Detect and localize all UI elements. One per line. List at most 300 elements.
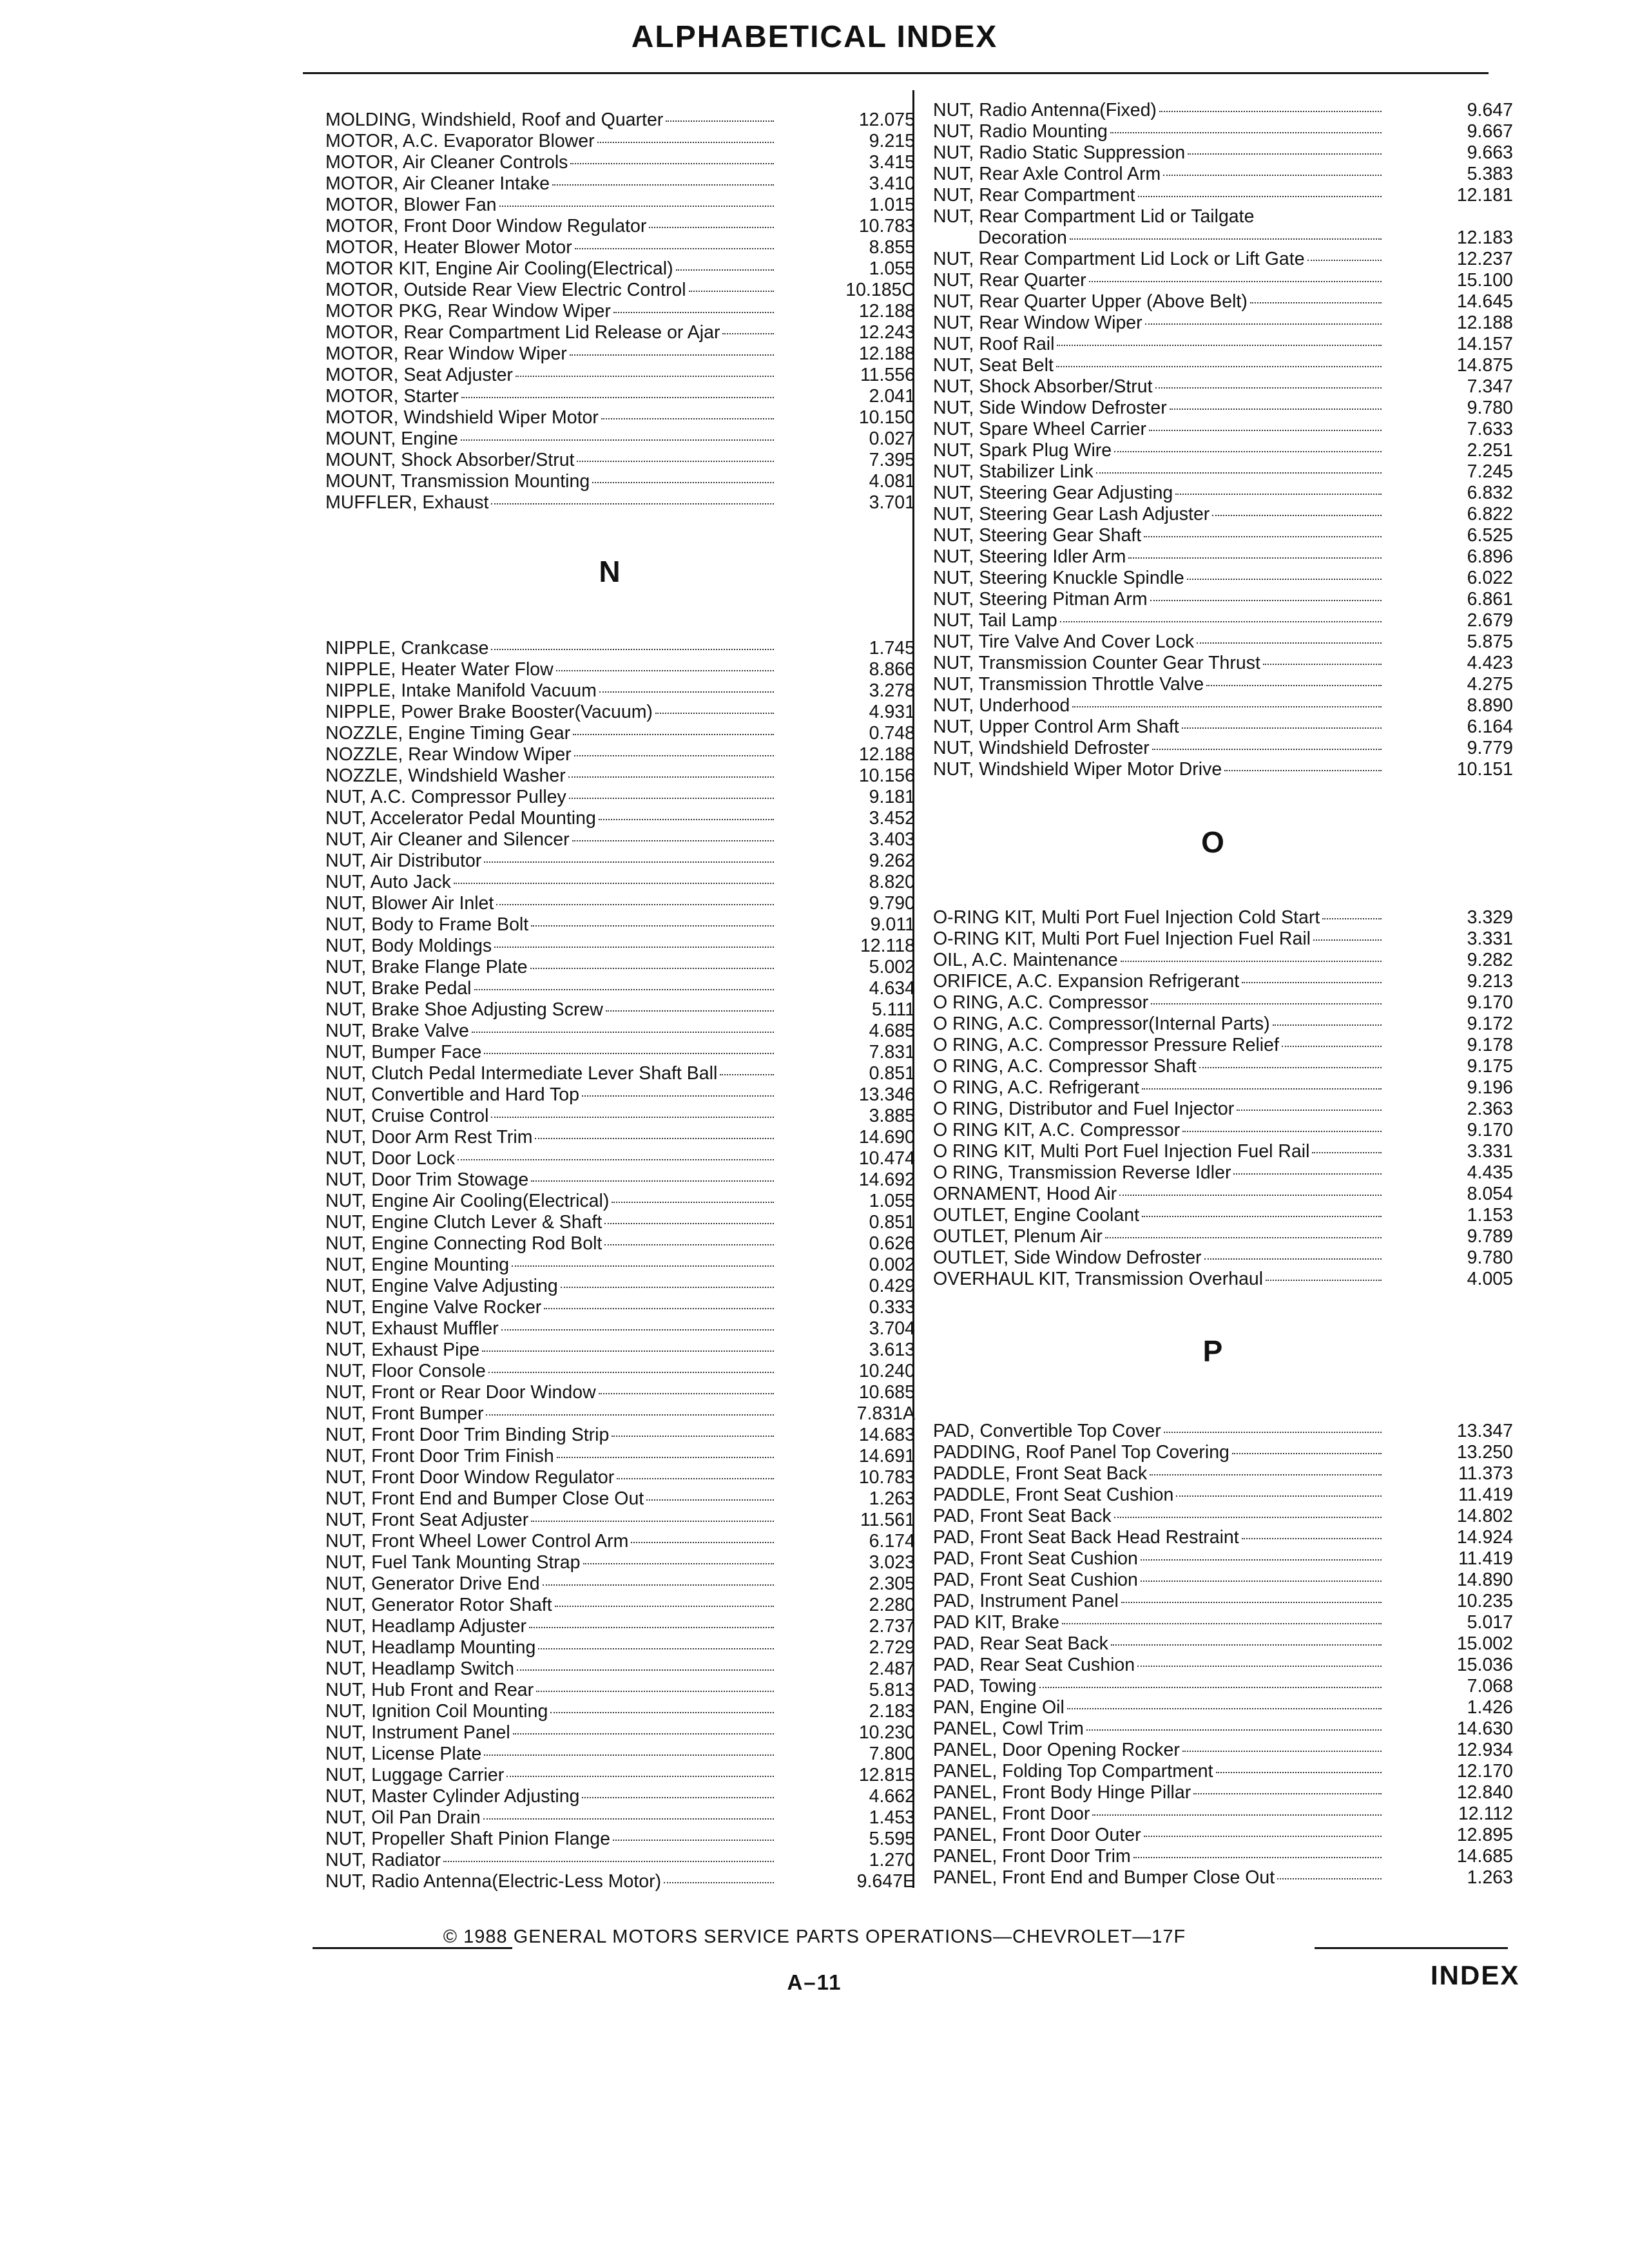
dot-leader	[556, 670, 774, 671]
dot-leader	[1307, 260, 1382, 261]
index-entry	[325, 914, 915, 936]
index-entry	[933, 185, 1513, 206]
entry-page: 11.561	[860, 1510, 915, 1530]
dot-leader	[1144, 1836, 1382, 1837]
entry-name: NUT, Bumper Face	[325, 1042, 482, 1062]
entry-page: 14.157	[1456, 334, 1513, 354]
entry-name: NUT, Tail Lamp	[933, 610, 1057, 631]
entry-name: PANEL, Door Opening Rocker	[933, 1740, 1180, 1760]
index-entry	[325, 450, 915, 471]
entry-name: O RING, A.C. Compressor	[933, 992, 1149, 1013]
index-entry	[325, 829, 915, 850]
entry-name: NUT, Exhaust Pipe	[325, 1340, 480, 1360]
entry-page: 15.100	[1456, 270, 1513, 291]
entry-page: 6.832	[1467, 483, 1513, 503]
entry-name: MOTOR, A.C. Evaporator Blower	[325, 131, 595, 151]
index-entry	[325, 1871, 915, 1892]
dot-leader	[499, 206, 774, 207]
entry-page: 9.282	[1467, 950, 1513, 970]
dot-leader	[530, 968, 774, 969]
entry-name: NUT, Convertible and Hard Top	[325, 1084, 579, 1105]
entry-page: 7.831	[869, 1042, 915, 1062]
index-entry	[933, 504, 1513, 525]
entry-name: PAD, Front Seat Back Head Restraint	[933, 1527, 1239, 1548]
dot-leader	[572, 840, 774, 841]
entry-page: 0.851	[869, 1063, 915, 1084]
entry-page: 4.081	[869, 471, 915, 492]
entry-page: 7.800	[869, 1744, 915, 1764]
entry-name: MOTOR, Starter	[325, 386, 459, 407]
index-entry	[933, 992, 1513, 1014]
entry-name: NUT, Brake Valve	[325, 1021, 469, 1041]
dot-leader	[1144, 536, 1382, 537]
entry-name: NUT, Door Lock	[325, 1148, 456, 1169]
index-entry	[325, 1637, 915, 1658]
dot-leader	[655, 713, 774, 714]
entry-page: 4.662	[869, 1786, 915, 1807]
index-entry	[933, 610, 1513, 631]
index-entry	[933, 1655, 1513, 1676]
entry-name: NUT, Front Bumper	[325, 1403, 484, 1424]
entry-page: 0.002	[869, 1254, 915, 1275]
index-entry	[325, 195, 915, 216]
dot-leader	[1232, 1453, 1382, 1454]
entry-page: 4.634	[869, 978, 915, 999]
entry-page: 6.164	[1467, 716, 1513, 737]
dot-leader	[1092, 1814, 1382, 1816]
dot-leader	[1141, 1559, 1382, 1561]
entry-name: O RING KIT, Multi Port Fuel Injection Fuel Rail	[933, 1141, 1310, 1162]
entry-name: MOTOR, Windshield Wiper Motor	[325, 407, 599, 428]
entry-page: 10.156	[858, 765, 915, 786]
index-entry	[933, 1269, 1513, 1290]
index-entry	[325, 659, 915, 680]
index-entry	[325, 999, 915, 1021]
entry-page: 5.017	[1467, 1612, 1513, 1633]
dot-leader	[1057, 345, 1382, 346]
entry-page: 6.896	[1467, 546, 1513, 567]
dot-leader	[1182, 1751, 1382, 1752]
entry-page: 8.890	[1467, 695, 1513, 716]
entry-page: 10.474	[858, 1148, 915, 1169]
entry-page: 6.022	[1467, 568, 1513, 588]
dot-leader	[649, 227, 774, 228]
entry-name: NUT, Windshield Defroster	[933, 738, 1150, 758]
dot-leader	[529, 1627, 774, 1628]
entry-name: NUT, Hub Front and Rear	[325, 1680, 534, 1700]
index-entry	[325, 1403, 915, 1425]
entry-page: 10.240	[858, 1361, 915, 1381]
dot-leader	[575, 248, 774, 249]
dot-leader	[568, 776, 774, 778]
entry-name: NUT, Propeller Shaft Pinion Flange	[325, 1829, 610, 1849]
entry-name: NIPPLE, Power Brake Booster(Vacuum)	[325, 702, 653, 722]
entry-name: OUTLET, Plenum Air	[933, 1226, 1103, 1247]
entry-page: 0.851	[869, 1212, 915, 1233]
dot-leader	[1237, 1110, 1382, 1111]
index-entry	[933, 1548, 1513, 1570]
entry-page: 2.679	[1467, 610, 1513, 631]
entry-name: O RING, A.C. Compressor Shaft	[933, 1056, 1197, 1077]
entry-name: OIL, A.C. Maintenance	[933, 950, 1118, 970]
entry-page: 1.055	[869, 258, 915, 279]
entry-page: 12.243	[858, 322, 915, 343]
entry-page: 1.426	[1467, 1697, 1513, 1718]
entry-page: 9.647E	[856, 1871, 915, 1892]
entry-page: 12.895	[1456, 1825, 1513, 1845]
title-rule	[303, 72, 1489, 74]
entry-page: 9.789	[1467, 1226, 1513, 1247]
index-entry	[325, 1084, 915, 1106]
entry-name: O RING, A.C. Compressor(Internal Parts)	[933, 1014, 1270, 1034]
dot-leader	[491, 1117, 774, 1118]
entry-page: 12.118	[860, 936, 915, 956]
index-entry	[325, 978, 915, 999]
dot-leader	[666, 120, 774, 122]
dot-leader	[1273, 1024, 1382, 1026]
entry-name: NUT, Engine Connecting Rod Bolt	[325, 1233, 602, 1254]
dot-leader	[1141, 1581, 1382, 1582]
entry-name: MOTOR, Heater Blower Motor	[325, 237, 572, 258]
entry-name: O RING, Distributor and Fuel Injector	[933, 1099, 1235, 1119]
entry-name: PANEL, Front End and Bumper Close Out	[933, 1867, 1275, 1888]
entry-page: 2.280	[869, 1595, 915, 1615]
entry-name: NUT, Front Seat Adjuster	[325, 1510, 529, 1530]
dot-leader	[484, 861, 774, 863]
entry-name: NUT, Tire Valve And Cover Lock	[933, 631, 1194, 652]
dot-leader	[1182, 727, 1382, 729]
entry-page: 0.429	[869, 1276, 915, 1296]
dot-leader	[1159, 111, 1382, 112]
entry-page: 11.419	[1458, 1548, 1513, 1569]
entry-page: 3.704	[869, 1318, 915, 1339]
entry-page: 10.230	[858, 1722, 915, 1743]
entry-page: 14.645	[1456, 291, 1513, 312]
dot-leader	[1062, 1623, 1382, 1624]
entry-name: OUTLET, Side Window Defroster	[933, 1247, 1202, 1268]
dot-leader	[1105, 1237, 1382, 1238]
index-entry	[933, 1740, 1513, 1761]
entry-name: NIPPLE, Heater Water Flow	[325, 659, 554, 680]
entry-name: PADDING, Roof Panel Top Covering	[933, 1442, 1229, 1463]
page-number: A–11	[787, 1970, 842, 1994]
index-entry	[325, 428, 915, 450]
entry-page: 0.748	[869, 723, 915, 744]
entry-name: MOTOR, Rear Window Wiper	[325, 343, 567, 364]
index-entry	[325, 407, 915, 428]
index-entry	[933, 461, 1513, 483]
dot-leader	[506, 1776, 774, 1777]
index-entry	[325, 1233, 915, 1254]
entry-page: 9.663	[1467, 142, 1513, 163]
entry-name: NUT, Headlamp Mounting	[325, 1637, 536, 1658]
dot-leader	[555, 1606, 774, 1607]
entry-page: 2.183	[869, 1701, 915, 1722]
dot-leader	[1137, 1666, 1382, 1667]
entry-name: NUT, A.C. Compressor Pulley	[325, 787, 566, 807]
dot-leader	[1138, 196, 1382, 197]
index-entry	[325, 1744, 915, 1765]
index-entry	[325, 1276, 915, 1297]
entry-page: 12.188	[858, 744, 915, 765]
entry-page: 4.423	[1467, 653, 1513, 673]
entry-name: NUT, Fuel Tank Mounting Strap	[325, 1552, 581, 1573]
entry-page: 11.556	[860, 365, 915, 385]
entry-name-continued: Decoration	[978, 227, 1067, 248]
entry-page: 12.237	[1456, 249, 1513, 269]
index-entry	[933, 568, 1513, 589]
dot-leader	[536, 1691, 774, 1692]
entry-name: NUT, Underhood	[933, 695, 1070, 716]
entry-page: 1.153	[1467, 1205, 1513, 1225]
index-entry	[933, 1077, 1513, 1099]
index-entry	[325, 216, 915, 237]
index-entry	[325, 1169, 915, 1191]
index-entry	[933, 631, 1513, 653]
index-entry	[325, 1658, 915, 1680]
entry-name: MOLDING, Windshield, Roof and Quarter	[325, 110, 664, 130]
entry-name: NUT, Spark Plug Wire	[933, 440, 1112, 461]
entry-page: 3.885	[869, 1106, 915, 1126]
index-entry	[325, 1616, 915, 1637]
entry-name: NUT, Seat Belt	[933, 355, 1054, 376]
entry-name: PANEL, Folding Top Compartment	[933, 1761, 1213, 1782]
index-entry	[933, 1184, 1513, 1205]
entry-name: NUT, Master Cylinder Adjusting	[325, 1786, 580, 1807]
index-entry	[933, 1527, 1513, 1548]
index-entry	[933, 971, 1513, 992]
index-entry	[325, 744, 915, 765]
index-entry	[325, 386, 915, 407]
index-entry	[325, 1531, 915, 1552]
entry-name: NUT, Accelerator Pedal Mounting	[325, 808, 596, 829]
entry-name: NUT, Radiator	[325, 1850, 441, 1870]
entry-page: 13.347	[1456, 1421, 1513, 1441]
entry-name: NUT, Roof Rail	[933, 334, 1055, 354]
entry-page: 1.015	[869, 195, 915, 215]
dot-leader	[583, 1563, 775, 1564]
index-entry	[325, 1127, 915, 1148]
entry-name: NUT, Spare Wheel Carrier	[933, 419, 1147, 439]
entry-name: ORNAMENT, Hood Air	[933, 1184, 1117, 1204]
dot-leader	[1067, 1708, 1382, 1709]
entry-name: MOTOR, Air Cleaner Intake	[325, 173, 550, 194]
dot-leader	[531, 1180, 774, 1182]
entry-page: 12.170	[1456, 1761, 1513, 1782]
dot-leader	[1164, 1432, 1382, 1433]
entry-page: 7.395	[869, 450, 915, 470]
entry-page: 9.215	[869, 131, 915, 151]
dot-leader	[443, 1861, 774, 1862]
index-entry	[933, 695, 1513, 716]
entry-name: O RING, A.C. Refrigerant	[933, 1077, 1139, 1098]
dot-leader	[491, 503, 774, 505]
entry-page: 8.855	[869, 237, 915, 258]
entry-name: NUT, Air Cleaner and Silencer	[325, 829, 570, 850]
dot-leader	[1199, 1067, 1382, 1068]
index-entry	[933, 950, 1513, 971]
index-entry	[325, 1850, 915, 1871]
entry-page: 9.170	[1467, 1120, 1513, 1140]
dot-leader	[513, 1733, 774, 1735]
index-entry	[325, 872, 915, 893]
entry-page: 6.174	[869, 1531, 915, 1552]
entry-page: 9.181	[869, 787, 915, 807]
entry-name: MOTOR PKG, Rear Window Wiper	[325, 301, 611, 322]
dot-leader	[486, 1414, 774, 1416]
entry-name: MOTOR, Front Door Window Regulator	[325, 216, 647, 236]
index-entry	[933, 1205, 1513, 1226]
index-entry	[325, 787, 915, 808]
entry-name: O-RING KIT, Multi Port Fuel Injection Fuel Rail	[933, 928, 1311, 949]
dot-leader	[577, 461, 774, 462]
index-entry	[325, 680, 915, 702]
dot-leader	[592, 482, 774, 483]
entry-page: 10.150	[858, 407, 915, 428]
entry-page: 3.701	[869, 492, 915, 513]
entry-page: 12.934	[1456, 1740, 1513, 1760]
dot-leader	[561, 1287, 774, 1288]
index-entry	[933, 546, 1513, 568]
entry-page: 12.188	[1456, 312, 1513, 333]
index-entry	[325, 1573, 915, 1595]
dot-leader	[484, 1053, 774, 1054]
index-entry	[933, 1442, 1513, 1463]
entry-name: NUT, Exhaust Muffler	[325, 1318, 499, 1339]
dot-leader	[676, 269, 774, 271]
entry-name: NUT, Body Moldings	[325, 936, 492, 956]
entry-page: 9.172	[1467, 1014, 1513, 1034]
entry-page: 8.866	[869, 659, 915, 680]
dot-leader	[1072, 706, 1382, 707]
index-entry	[325, 1552, 915, 1573]
entry-name: MOUNT, Engine	[325, 428, 458, 449]
index-entry	[933, 1463, 1513, 1485]
dot-leader	[1266, 1280, 1382, 1281]
entry-name: NOZZLE, Rear Window Wiper	[325, 744, 572, 765]
entry-page: 14.630	[1456, 1718, 1513, 1739]
entry-page: 3.331	[1467, 1141, 1513, 1162]
entry-name: NUT, Shock Absorber/Strut	[933, 376, 1153, 397]
entry-name: MUFFLER, Exhaust	[325, 492, 489, 513]
entry-page: 7.633	[1467, 419, 1513, 439]
index-label: INDEX	[1431, 1960, 1520, 1990]
entry-name: OUTLET, Engine Coolant	[933, 1205, 1139, 1225]
entry-name: PAD, Front Seat Cushion	[933, 1548, 1138, 1569]
index-entry	[933, 759, 1513, 780]
entry-page: 3.023	[869, 1552, 915, 1573]
entry-page: 14.924	[1456, 1527, 1513, 1548]
entry-page: 10.783	[858, 1467, 915, 1488]
entry-page: 7.068	[1467, 1676, 1513, 1696]
entry-page: 1.453	[869, 1807, 915, 1828]
index-entry	[933, 653, 1513, 674]
entry-name: NUT, Radio Antenna(Fixed)	[933, 100, 1157, 120]
entry-page: 13.250	[1456, 1442, 1513, 1463]
dot-leader	[613, 312, 774, 313]
index-entry	[933, 1120, 1513, 1141]
index-entry	[325, 258, 915, 280]
dot-leader	[531, 925, 774, 927]
dot-leader	[1070, 238, 1382, 240]
dot-leader	[516, 376, 774, 377]
index-entry	[933, 291, 1513, 312]
dot-leader	[1277, 1878, 1382, 1879]
entry-page: 3.403	[869, 829, 915, 850]
entry-name: NUT, Engine Clutch Lever & Shaft	[325, 1212, 602, 1233]
index-entry	[933, 249, 1513, 270]
index-entry	[325, 492, 915, 514]
entry-name: NUT, Instrument Panel	[325, 1722, 510, 1743]
index-entry	[933, 419, 1513, 440]
entry-page: 3.278	[869, 680, 915, 701]
entry-name: PANEL, Front Door	[933, 1803, 1090, 1824]
index-entry	[325, 1382, 915, 1403]
index-entry	[325, 1722, 915, 1744]
entry-name: NUT, Transmission Throttle Valve	[933, 674, 1204, 695]
index-entry	[325, 1042, 915, 1063]
entry-page: 12.815	[858, 1765, 915, 1785]
index-entry	[325, 1510, 915, 1531]
entry-name: NUT, Front Door Window Regulator	[325, 1467, 615, 1488]
entry-name: NUT, Side Window Defroster	[933, 398, 1167, 418]
dot-leader	[1182, 1131, 1382, 1132]
entry-page: 13.346	[858, 1084, 915, 1105]
entry-name: NUT, Auto Jack	[325, 872, 451, 892]
index-entry	[325, 1361, 915, 1382]
index-entry	[325, 1829, 915, 1850]
entry-page: 12.188	[858, 301, 915, 322]
entry-page: 5.111	[871, 999, 915, 1020]
entry-name: PAD, Towing	[933, 1676, 1037, 1696]
dot-leader	[1176, 1495, 1382, 1497]
entry-page: 2.363	[1467, 1099, 1513, 1119]
entry-page: 9.170	[1467, 992, 1513, 1013]
index-entry	[933, 1099, 1513, 1120]
index-entry	[933, 1591, 1513, 1612]
dot-leader	[1060, 621, 1382, 622]
index-entry	[933, 483, 1513, 504]
entry-page: 3.329	[1467, 907, 1513, 928]
dot-leader	[557, 1457, 774, 1458]
index-entry	[325, 1701, 915, 1722]
entry-page: 1.263	[1467, 1867, 1513, 1888]
dot-leader	[613, 1840, 774, 1841]
dot-leader	[544, 1308, 774, 1309]
entry-name: MOTOR, Seat Adjuster	[325, 365, 513, 385]
index-entry	[933, 1141, 1513, 1162]
index-entry	[325, 343, 915, 365]
index-entry	[933, 440, 1513, 461]
index-entry	[933, 164, 1513, 185]
index-entry	[933, 1485, 1513, 1506]
entry-page: 10.151	[1456, 759, 1513, 780]
footer-copyright: © 1988 GENERAL MOTORS SERVICE PARTS OPERATIONS—CHEVROLET—17F	[443, 1927, 1186, 1947]
entry-page: 15.036	[1456, 1655, 1513, 1675]
entry-page: 14.683	[858, 1425, 915, 1445]
entry-name: NUT, Brake Shoe Adjusting Screw	[325, 999, 603, 1020]
entry-name: ORIFICE, A.C. Expansion Refrigerant	[933, 971, 1240, 992]
entry-name: PAD, Rear Seat Cushion	[933, 1655, 1135, 1675]
index-entry	[325, 1807, 915, 1829]
entry-page: 14.890	[1456, 1570, 1513, 1590]
entry-name: PAN, Engine Oil	[933, 1697, 1065, 1718]
dot-leader	[1206, 685, 1382, 686]
entry-name: NUT, Generator Drive End	[325, 1573, 540, 1594]
entry-page: 2.737	[869, 1616, 915, 1637]
index-entry	[325, 301, 915, 322]
index-entry	[325, 152, 915, 173]
